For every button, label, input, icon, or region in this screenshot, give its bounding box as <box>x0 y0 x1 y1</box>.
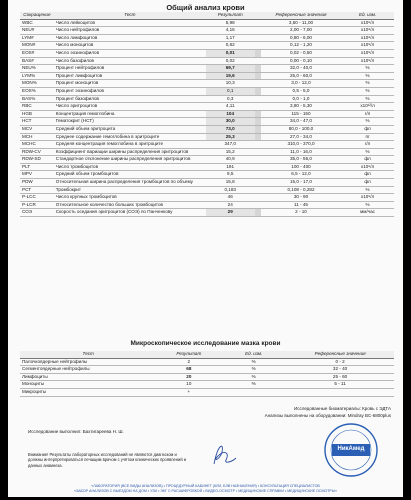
micro-col-unit: Ед. изм. <box>221 351 286 358</box>
micro-test-cell: Микроциты <box>20 388 156 396</box>
col-test-header: Тест <box>54 12 206 19</box>
col-ref-header: Референсные значения <box>261 12 341 19</box>
ref-cell: 3,80 - 5,30 <box>261 103 341 111</box>
table-row <box>20 103 394 111</box>
micro-unit-cell: % <box>221 373 286 381</box>
table-row <box>20 148 394 156</box>
ref-cell: 100 - 400 <box>261 163 341 171</box>
unit-cell: x10⁹/л <box>341 49 394 57</box>
test-cell: Средний объем эритроцита <box>54 125 206 133</box>
ref-cell: 0,0 - 1,0 <box>261 95 341 103</box>
lab-report-sheet <box>8 0 403 497</box>
abbr-cell: LYM# <box>20 34 54 42</box>
table-row <box>20 201 394 209</box>
abbr-cell: MCH <box>20 133 54 141</box>
ref-cell: 6,5 - 12,0 <box>261 171 341 179</box>
micro-ref-cell: 5 - 11 <box>286 381 394 389</box>
unit-cell: x10⁹/л <box>341 42 394 50</box>
result-cell: 0,1 <box>206 87 255 95</box>
result-cell: 4,11 <box>206 103 255 111</box>
test-cell: Число нейтрофилов <box>54 27 206 35</box>
micro-col-ref: Референсные значения <box>286 351 394 358</box>
abbr-cell: BAS# <box>20 57 54 65</box>
ref-cell: 0,108 - 0,282 <box>261 186 341 194</box>
ref-cell: 34,0 - 47,0 <box>261 118 341 126</box>
result-cell: 0,01 <box>206 49 255 57</box>
table-row <box>20 118 394 126</box>
table-row <box>20 194 394 202</box>
table-row <box>20 156 394 164</box>
micro-test-cell: Моноциты <box>20 381 156 389</box>
micro-unit-cell: % <box>221 358 286 366</box>
ref-cell: 32,0 - 40,0 <box>261 65 341 73</box>
result-cell: 0,02 <box>206 57 255 65</box>
ref-cell: 25,0 - 60,0 <box>261 72 341 80</box>
col-abbr-header: Сокращение <box>20 12 54 19</box>
test-cell: Среднее содержание гемоглобина в эритроците <box>54 133 206 141</box>
abbr-cell: MCV <box>20 125 54 133</box>
unit-cell: % <box>341 118 394 126</box>
report-title: Общий анализ крови <box>166 3 245 12</box>
unit-cell: x10⁹/л <box>341 57 394 65</box>
result-cell: 0,3 <box>206 95 255 103</box>
result-cell: 191 <box>206 163 255 171</box>
abbr-cell: RDW-SD <box>20 156 54 164</box>
abbr-cell: WBC <box>20 19 54 27</box>
micro-test-cell: Сегментоядерные нейтрофилы <box>20 366 156 374</box>
blood-test-table <box>20 12 394 217</box>
micro-col-test: Тест <box>20 351 156 358</box>
unit-cell: фл <box>341 125 394 133</box>
ref-cell: 11,0 - 16,0 <box>261 148 341 156</box>
ref-cell: 80,0 - 100,0 <box>261 125 341 133</box>
test-cell: Средняя концентрация гемоглобина в эритроците <box>54 141 206 149</box>
ref-cell: 11 - 45 <box>261 201 341 209</box>
test-cell: Число эозинофилов <box>54 49 206 57</box>
test-cell: Процент эозинофилов <box>54 87 206 95</box>
result-cell: 5,98 <box>206 19 255 27</box>
abbr-cell: EOS# <box>20 49 54 57</box>
abbr-cell: PLT <box>20 163 54 171</box>
ref-cell: 0,5 - 5,0 <box>261 87 341 95</box>
ref-cell: 15,0 - 17,0 <box>261 179 341 187</box>
unit-cell: фл <box>341 171 394 179</box>
unit-cell: x10⁹/л <box>341 34 394 42</box>
abbr-cell: NEU# <box>20 27 54 35</box>
abbr-cell: MON# <box>20 42 54 50</box>
result-cell: 9,5 <box>206 171 255 179</box>
table-row <box>20 19 394 27</box>
unit-cell: x10⁹/л <box>341 163 394 171</box>
table-header-row <box>20 12 394 19</box>
test-cell: Концентрация гемоглобина <box>54 110 206 118</box>
ref-cell: 0,80 - 6,00 <box>261 34 341 42</box>
micro-row <box>20 388 394 396</box>
unit-cell: x10⁹/л <box>341 27 394 35</box>
unit-cell: фл <box>341 179 394 187</box>
result-cell: 46 <box>206 194 255 202</box>
result-cell: 15,8 <box>206 179 255 187</box>
table-row <box>20 34 394 42</box>
result-cell: 29 <box>206 209 255 217</box>
result-cell: 30,0 <box>206 118 255 126</box>
test-cell: Скорость оседания эритроцитов (СОЭ) по Панченкову <box>54 209 206 217</box>
col-result-header: Результат <box>206 12 255 19</box>
ref-cell: 30 - 90 <box>261 194 341 202</box>
unit-cell: % <box>341 87 394 95</box>
ref-cell: 115 - 150 <box>261 110 341 118</box>
result-cell: 24 <box>206 201 255 209</box>
ref-cell: 2,00 - 7,00 <box>261 27 341 35</box>
biomaterial-note: Исследованные биоматериалы: Кровь с ЭДТА <box>293 406 391 411</box>
test-cell: Число моноцитов <box>54 42 206 50</box>
abbr-cell: LYM% <box>20 72 54 80</box>
unit-cell: x10⁹/л <box>341 19 394 27</box>
test-cell: Тромбокрит <box>54 186 206 194</box>
abbr-cell: HGB <box>20 110 54 118</box>
ref-cell: 0,02 - 0,50 <box>261 49 341 57</box>
micro-col-result: Результат <box>156 351 221 358</box>
unit-cell: фл <box>341 156 394 164</box>
result-cell: 15,2 <box>206 148 255 156</box>
microscopy-table <box>20 351 394 397</box>
micro-unit-cell <box>221 388 286 396</box>
micro-result-cell: + <box>156 388 221 396</box>
result-cell: 0,183 <box>206 186 255 194</box>
micro-row <box>20 366 394 374</box>
result-cell: 40,9 <box>206 156 255 164</box>
unit-cell: % <box>341 72 394 80</box>
col-unit-header: Ед. изм. <box>341 12 394 19</box>
ref-cell: 27,0 - 34,0 <box>261 133 341 141</box>
test-cell: Число эритроцитов <box>54 103 206 111</box>
table-row <box>20 133 394 141</box>
analyzer-note: Анализы выполнены на оборудовании: Mindray BC-6800plus <box>264 413 391 418</box>
test-cell: Относительная ширина распределения тромбоцитов по объему <box>54 179 206 187</box>
test-cell: Процент нейтрофилов <box>54 65 206 73</box>
table-row <box>20 57 394 65</box>
abbr-cell: P-LCR <box>20 201 54 209</box>
result-cell: 347,0 <box>206 141 255 149</box>
signature <box>208 440 238 468</box>
abbr-cell: RDW-CV <box>20 148 54 156</box>
micro-unit-cell: % <box>221 381 286 389</box>
table-row <box>20 49 394 57</box>
ref-cell: 3,50 - 11,00 <box>261 19 341 27</box>
result-cell: 10,3 <box>206 80 255 88</box>
unit-cell: x10¹²/л <box>341 103 394 111</box>
abbr-cell: EOS% <box>20 87 54 95</box>
unit-cell: % <box>341 65 394 73</box>
test-cell: Коэффициент вариации ширины распределения эритроцитов <box>54 148 206 156</box>
table-row <box>20 27 394 35</box>
footer-line: «ЛАБОРАТОРИЯ (ВСЕ ВИДЫ АНАЛИЗОВ) • ПРОЦЕДУРНЫЙ КАБИНЕТ (КЛИ, БЛВ НАЗНАЧЕНИЯ) • КОНСУЛЬТАЦИЯ СПЕЦИАЛИСТОВ <box>91 484 320 488</box>
micro-unit-cell: % <box>221 366 286 374</box>
executor-line: Исследование выполнил: Бахтигареева Н. Ш. <box>28 429 124 434</box>
table-row <box>20 42 394 50</box>
table-row <box>20 179 394 187</box>
unit-cell: % <box>341 80 394 88</box>
micro-result-cell: 20 <box>156 373 221 381</box>
unit-cell: x10⁹/л <box>341 194 394 202</box>
micro-test-cell: Лимфоциты <box>20 373 156 381</box>
test-cell: Процент базофилов <box>54 95 206 103</box>
abbr-cell: P-LCC <box>20 194 54 202</box>
test-cell: Число лимфоцитов <box>54 34 206 42</box>
ref-cell: 35,0 - 56,0 <box>261 156 341 164</box>
unit-cell: мм/час <box>341 209 394 217</box>
micro-ref-cell: 32 - 40 <box>286 366 394 374</box>
test-cell: Процент моноцитов <box>54 80 206 88</box>
table-row <box>20 87 394 95</box>
test-cell: Процент лимфоцитов <box>54 72 206 80</box>
table-row <box>20 80 394 88</box>
micro-ref-cell: 25 - 60 <box>286 373 394 381</box>
result-cell: 4,16 <box>206 27 255 35</box>
unit-cell: г/л <box>341 141 394 149</box>
micro-result-cell: 10 <box>156 381 221 389</box>
abbr-cell: NEU% <box>20 65 54 73</box>
ref-cell: 0,00 - 0,10 <box>261 57 341 65</box>
result-cell: 19,6 <box>206 72 255 80</box>
test-cell: Гематокрит (HCT) <box>54 118 206 126</box>
test-cell: Относительное количество больших тромбоцитов <box>54 201 206 209</box>
result-cell: 0,62 <box>206 42 255 50</box>
test-cell: Число крупных тромбоцитов <box>54 194 206 202</box>
abbr-cell: RBC <box>20 103 54 111</box>
abbr-cell: BAS% <box>20 95 54 103</box>
unit-cell: % <box>341 148 394 156</box>
table-row <box>20 209 394 217</box>
unit-cell: % <box>341 95 394 103</box>
test-cell: Число лейкоцитов <box>54 19 206 27</box>
ref-cell: 2 - 10 <box>261 209 341 217</box>
abbr-cell: MPV <box>20 171 54 179</box>
micro-result-cell: 68 <box>156 366 221 374</box>
abbr-cell: MON% <box>20 80 54 88</box>
stamp-text: НикАмед <box>337 446 365 452</box>
table-row <box>20 171 394 179</box>
ref-cell: 3,0 - 12,0 <box>261 80 341 88</box>
unit-cell: г/л <box>341 110 394 118</box>
table-row <box>20 72 394 80</box>
micro-test-cell: Палочкоядерные нейтрофилы <box>20 358 156 366</box>
abbr-cell: PDW <box>20 179 54 187</box>
test-cell: Число базофилов <box>54 57 206 65</box>
unit-cell: пг <box>341 133 394 141</box>
micro-row <box>20 381 394 389</box>
result-cell: 73,0 <box>206 125 255 133</box>
footer-line: «ЗАБОР АНАЛИЗОВ С ВЫЕЗДОМ НА ДОМ • УЗИ • ЭКГ С РАСШИФРОВКОЙ • ВИДЕО-ОСМОТР • МЕДИЦИНСКИЕ СПРАВКИ • МЕДИЦИНСКИЕ ОСМОТРЫ» <box>73 489 338 493</box>
footer <box>8 484 403 494</box>
table-row <box>20 110 394 118</box>
ref-cell: 310,0 - 370,0 <box>261 141 341 149</box>
table-row <box>20 163 394 171</box>
ref-cell: 0,12 - 1,20 <box>261 42 341 50</box>
table-row <box>20 65 394 73</box>
abbr-cell: MCHC <box>20 141 54 149</box>
test-cell: Число тромбоцитов <box>54 163 206 171</box>
table-row <box>20 95 394 103</box>
table-row <box>20 186 394 194</box>
micro-ref-cell <box>286 388 394 396</box>
table-row <box>20 125 394 133</box>
unit-cell: % <box>341 201 394 209</box>
micro-result-cell: 2 <box>156 358 221 366</box>
abbr-cell: СОЭ <box>20 209 54 217</box>
abbr-cell: PCT <box>20 186 54 194</box>
test-cell: Средний объем тромбоцитов <box>54 171 206 179</box>
result-cell: 69,7 <box>206 65 255 73</box>
micro-row <box>20 373 394 381</box>
result-cell: 1,17 <box>206 34 255 42</box>
table-row <box>20 141 394 149</box>
micro-ref-cell: 0 - 2 <box>286 358 394 366</box>
micro-title: Микроскопическое исследование мазка крови <box>130 340 281 347</box>
test-cell: Стандартное отклонение ширины распределения эритроцитов <box>54 156 206 164</box>
result-cell: 104 <box>206 110 255 118</box>
abbr-cell: HCT <box>20 118 54 126</box>
micro-header-row <box>20 351 394 358</box>
micro-row <box>20 358 394 366</box>
unit-cell: % <box>341 186 394 194</box>
disclaimer-notice: Внимание! Результаты лабораторных исследований не являются диагнозом и должны интерпретироваться лечащим врачом с учётом клинических проявлений и данных анамнеза. <box>28 452 187 468</box>
result-cell: 25,3 <box>206 133 255 141</box>
